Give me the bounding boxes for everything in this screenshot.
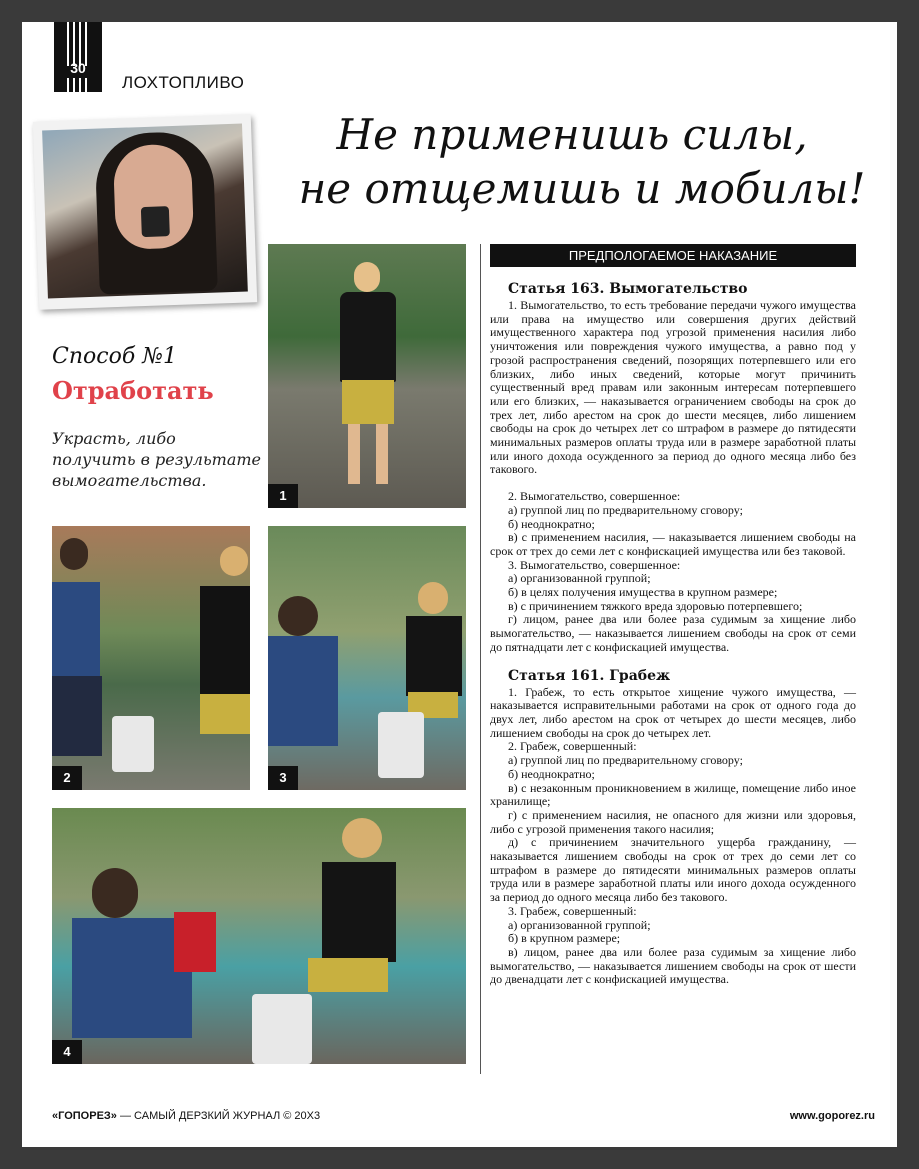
method-description: Украсть, либо получить в результате вымогательства. bbox=[52, 429, 261, 490]
photo-2 bbox=[52, 526, 250, 790]
photo-4 bbox=[52, 808, 466, 1064]
article-163-p8: б) в целях получения имущества в крупном размере; bbox=[508, 585, 778, 600]
article-161-p7: д) с причинением значительного ущерба гражданину, — наказывается лишением свободы на срок от трех до семи лет со штрафом в размере до пятидесяти минимальных размеров оплаты труда или в размере заработной платы или иного дохода осужденного за период до одного месяца либо без такового. bbox=[490, 835, 856, 905]
photo-1 bbox=[268, 244, 466, 508]
footer-magazine: «ГОПОРЕЗ» bbox=[52, 1110, 117, 1122]
page-number: 30 bbox=[70, 60, 86, 76]
portrait-photo bbox=[42, 124, 248, 299]
photo-number: 4 bbox=[52, 1040, 82, 1064]
footer-url[interactable]: www.goporez.ru bbox=[789, 1110, 875, 1122]
article-161-title: Статья 161. Грабеж bbox=[508, 667, 671, 684]
article-161-p10: б) в крупном размере; bbox=[508, 931, 621, 946]
article-163-p6: 3. Вымогательство, совершенное: bbox=[508, 557, 681, 572]
magazine-page bbox=[22, 22, 897, 1147]
article-163-p5: в) с применением насилия, — наказывается лишением свободы на срок от трех до семи лет с конфискацией имущества или без таковой. bbox=[490, 530, 856, 558]
column-divider bbox=[480, 244, 481, 1074]
article-161-p9: а) организованной группой; bbox=[508, 917, 651, 932]
method-label: Способ №1 bbox=[52, 344, 178, 369]
article-161-p3: а) группой лиц по предварительному сговору; bbox=[508, 753, 743, 768]
article-161-p5: в) с незаконным проникновением в жилище, помещение либо иное хранилище; bbox=[490, 780, 856, 809]
photo-number: 2 bbox=[52, 766, 82, 790]
article-161-p8: 3. Грабеж, совершенный: bbox=[508, 903, 637, 918]
article-163-p9: в) с причинением тяжкого вреда здоровью потерпевшего; bbox=[508, 598, 803, 613]
article-161-p4: б) неоднократно; bbox=[508, 766, 595, 781]
headline-line-1: Не применишь силы, bbox=[336, 110, 808, 159]
article-163-p4: б) неоднократно; bbox=[508, 516, 595, 531]
punishment-heading: ПРЕДПОЛОГАЕМОЕ НАКАЗАНИЕ bbox=[490, 244, 856, 267]
method-title: Отработать bbox=[52, 376, 214, 405]
photo-3 bbox=[268, 526, 466, 790]
article-161-p2: 2. Грабеж, совершенный: bbox=[508, 739, 637, 754]
portrait-polaroid bbox=[33, 114, 257, 309]
article-163-p7: а) организованной группой; bbox=[508, 571, 651, 586]
headline bbox=[262, 108, 882, 216]
article-163-p2: 2. Вымогательство, совершенное: bbox=[508, 489, 681, 504]
photo-number: 3 bbox=[268, 766, 298, 790]
section-title: ЛОХТОПЛИВО bbox=[122, 73, 245, 92]
article-161-p6: г) с применением насилия, не опасного для жизни или здоровья, либо с угрозой применения такого насилия; bbox=[490, 807, 856, 836]
article-163-p10: г) лицом, ранее два или более раза судимым за хищение либо вымогательство, — наказывается лишением свободы на срок от семи до пятнадцати лет с конфискацией имущества. bbox=[490, 612, 856, 654]
footer-credit bbox=[52, 1110, 320, 1122]
article-163-p3: а) группой лиц по предварительному сговору; bbox=[508, 502, 743, 517]
article-163-p1: 1. Вымогательство, то есть требование передачи чужого имущества или права на имущество или совершения других действий имущественного характера под угрозой применения насилия либо уничтожения или повреждения чужого имущества, а равно под у грозой распространения сведений, позорящих потерпевшего или его близких, либо иных сведений, которые могут причинить существенный вред правам или законным интересам потерпевшего или его близких, — наказывается ограничением свободы на срок до трех лет, либо арестом на срок до шести месяцев, либо лишением свободы на срок до четырех лет со штрафом в размере до пятидесяти минимальных размеров оплаты труда или в размере заработной платы или иного дохода осужденного за период до одного месяца либо без такового. bbox=[490, 298, 856, 477]
article-161-p11: в) лицом, ранее два или более раза судимым за хищение либо вымогательство, — наказывается лишением свободы на срок от шести до двенадцати лет с конфискацией имущества. bbox=[490, 944, 856, 987]
article-163-title: Статья 163. Вымогательство bbox=[508, 281, 748, 297]
page-number-block bbox=[54, 22, 102, 92]
footer-tagline: — САМЫЙ ДЕРЗКИЙ ЖУРНАЛ © 20Х3 bbox=[116, 1110, 321, 1122]
photo-number: 1 bbox=[268, 484, 298, 508]
article-163 bbox=[490, 280, 856, 987]
headline-line-2: не отщемишь и мобилы! bbox=[298, 164, 866, 213]
article-161-p1: 1. Грабеж, то есть открытое хищение чужого имущества, — наказывается исправительными работами на срок от одного года до двух лет, либо арестом на срок от четырех до шести месяцев, либо лишением свободы на срок до четырех лет. bbox=[490, 684, 856, 740]
